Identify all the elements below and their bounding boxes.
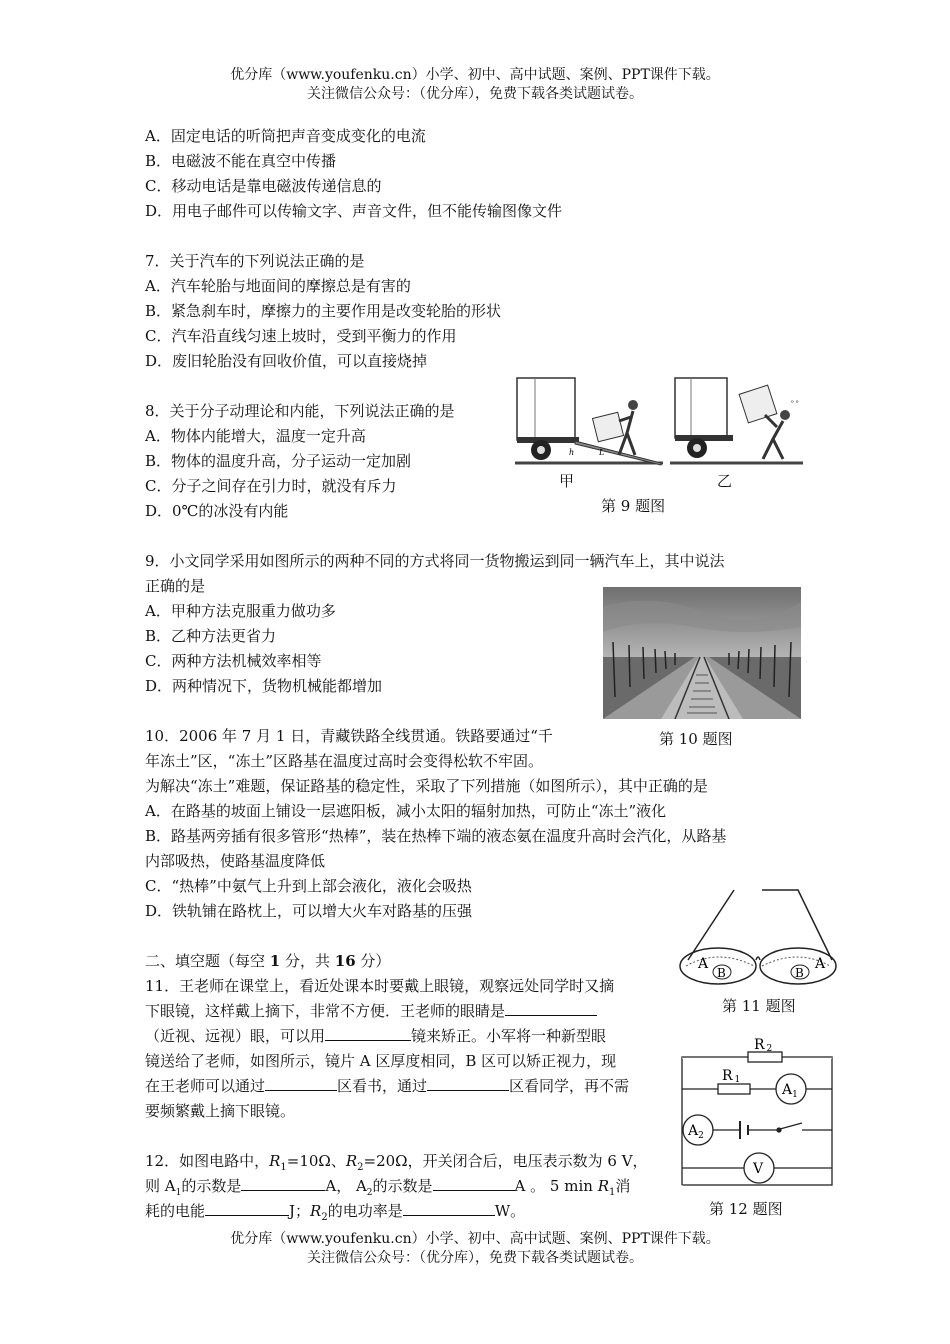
q9-option-b: B．乙种方法更省力 — [145, 627, 277, 645]
q7-stem: 7．关于汽车的下列说法正确的是 — [145, 252, 365, 270]
q8-stem: 8．关于分子动理论和内能，下列说法正确的是 — [145, 402, 455, 420]
q11-blank-4[interactable] — [427, 1076, 509, 1091]
q10-stem-line3: 为解决“冻土”难题，保证路基的稳定性，采取了下列措施（如图所示），其中正确的是 — [145, 777, 708, 795]
page-header-line2: 关注微信公众号：（优分库），免费下载各类试题试卷。 — [307, 86, 643, 102]
section-2-heading: 二、填空题（每空 1 分，共 16 分） — [145, 952, 391, 970]
q8-option-b: B．物体的温度升高，分子运动一定加剧 — [145, 452, 412, 470]
fig12-a2-label: $A_2$ — [688, 1123, 704, 1141]
q6-option-d: D．用电子邮件可以传输文字、声音文件，但不能传输图像文件 — [145, 202, 563, 220]
fig9-label-yi: 乙 — [717, 472, 733, 490]
q6-option-c: C．移动电话是靠电磁波传递信息的 — [145, 177, 382, 195]
q9-stem-line2: 正确的是 — [145, 577, 206, 595]
page-header-line1: 优分库（www.youfenku.cn）小学、初中、高中试题、案例、PPT课件下载。 — [230, 67, 720, 83]
q12-blank-4[interactable] — [403, 1201, 495, 1216]
figure-10-railway-photo — [603, 587, 801, 719]
q9-option-a: A．甲种方法克服重力做功多 — [145, 602, 336, 620]
fig11-label-b-left: B — [717, 966, 726, 980]
q12-line1: 12．如图电路中，$R_1=10\Omega$、$R_2=20\Omega$，开关闭合后，电压表示数为 6 V， — [145, 1152, 648, 1173]
q10-option-a: A．在路基的坡面上铺设一层遮阳板，减小太阳的辐射加热，可防止“冻土”液化 — [145, 802, 667, 820]
fig11-label-a-left: A — [698, 956, 709, 972]
q11-line4: 镜送给了老师，如图所示，镜片 A 区厚度相同，B 区可以矫正视力，现 — [145, 1052, 617, 1070]
q11-blank-1[interactable] — [505, 1001, 597, 1016]
fig12-a1-label: $A_1$ — [782, 1082, 798, 1100]
q11-blank-3[interactable] — [265, 1076, 337, 1091]
q7-option-c: C．汽车沿直线匀速上坡时，受到平衡力的作用 — [145, 327, 457, 345]
q12-line2: 则 $A_1$的示数是 A， $A_2$的示数是 A 。 5 $\min R_1$消 — [145, 1177, 631, 1198]
q12-blank-3[interactable] — [205, 1201, 289, 1216]
q11-line6: 要频繁戴上摘下眼镜。 — [145, 1102, 296, 1120]
fig12-caption: 第 12 题图 — [709, 1200, 783, 1218]
q12-blank-1[interactable] — [241, 1176, 325, 1191]
fig9-h-label: h — [569, 448, 575, 457]
q11-line2: 下眼镜，这样戴上摘下，非常不方便．王老师的眼睛是 — [145, 1001, 597, 1021]
q11-line1: 11．王老师在课堂上，看近处课本时要戴上眼镜，观察远处同学时又摘 — [145, 977, 615, 995]
fig9-label-jia: 甲 — [559, 472, 575, 490]
fig9-caption: 第 9 题图 — [601, 497, 666, 515]
svg-text:ᵒ ᵒ: ᵒ ᵒ — [791, 399, 799, 407]
q7-option-d: D．废旧轮胎没有回收价值，可以直接烧掉 — [145, 352, 428, 370]
q7-option-b: B．紧急刹车时，摩擦力的主要作用是改变轮胎的形状 — [145, 302, 502, 320]
q8-option-d: D．0℃的冰没有内能 — [145, 502, 289, 520]
q8-option-c: C．分子之间存在引力时，就没有斥力 — [145, 477, 397, 495]
q12-line3: 耗的电能 J；$R_2$的电功率是 W。 — [145, 1202, 526, 1223]
q9-option-d: D．两种情况下，货物机械能都增加 — [145, 677, 383, 695]
page-footer-line1: 优分库（www.youfenku.cn）小学、初中、高中试题、案例、PPT课件下载。 — [230, 1231, 720, 1247]
fig11-label-a-right: A — [815, 956, 826, 972]
q11-blank-2[interactable] — [325, 1026, 411, 1041]
figure-9-illustration — [515, 375, 805, 470]
fig12-v-label: V — [753, 1161, 764, 1177]
q8-option-a: A．物体内能增大，温度一定升高 — [145, 427, 366, 445]
q10-option-c: C．“热棒”中氨气上升到上部会液化，液化会吸热 — [145, 877, 472, 895]
q10-option-b-line2: 内部吸热，使路基温度降低 — [145, 852, 326, 870]
fig11-caption: 第 11 题图 — [722, 997, 796, 1015]
page-footer-line2: 关注微信公众号：（优分库），免费下载各类试题试卷。 — [307, 1250, 643, 1266]
q7-option-a: A．汽车轮胎与地面间的摩擦总是有害的 — [145, 277, 411, 295]
q9-option-c: C．两种方法机械效率相等 — [145, 652, 322, 670]
q10-option-d: D．铁轨铺在路枕上，可以增大火车对路基的压强 — [145, 902, 473, 920]
q6-option-b: B．电磁波不能在真空中传播 — [145, 152, 337, 170]
q11-line5: 在王老师可以通过 区看书，通过 区看同学，再不需 — [145, 1077, 630, 1095]
fig10-caption: 第 10 题图 — [659, 730, 733, 748]
fig9-l-label: L — [599, 448, 605, 457]
q6-option-a: A．固定电话的听筒把声音变成变化的电流 — [145, 127, 426, 145]
figure-12-circuit — [678, 1035, 838, 1190]
q10-stem-line1: 10．2006 年 7 月 1 日，青藏铁路全线贯通。铁路要通过“千 — [145, 727, 553, 745]
figure-11-glasses — [678, 888, 838, 988]
q10-stem-line2: 年冻土”区，“冻土”区路基在温度过高时会变得松软不牢固。 — [145, 752, 544, 770]
q11-line3: （近视、远视）眼，可以用 镜来矫正。小军将一种新型眼 — [145, 1027, 607, 1045]
fig12-r1-label: R 1 — [722, 1068, 741, 1085]
fig11-label-b-right: B — [795, 966, 804, 980]
q12-blank-2[interactable] — [433, 1176, 515, 1191]
q10-option-b-line1: B．路基两旁插有很多管形“热棒”，装在热棒下端的液态氨在温度升高时会汽化，从路基 — [145, 827, 727, 845]
fig12-r2-label: R 2 — [754, 1037, 773, 1054]
q9-stem-line1: 9．小文同学采用如图所示的两种不同的方式将同一货物搬运到同一辆汽车上，其中说法 — [145, 552, 725, 570]
